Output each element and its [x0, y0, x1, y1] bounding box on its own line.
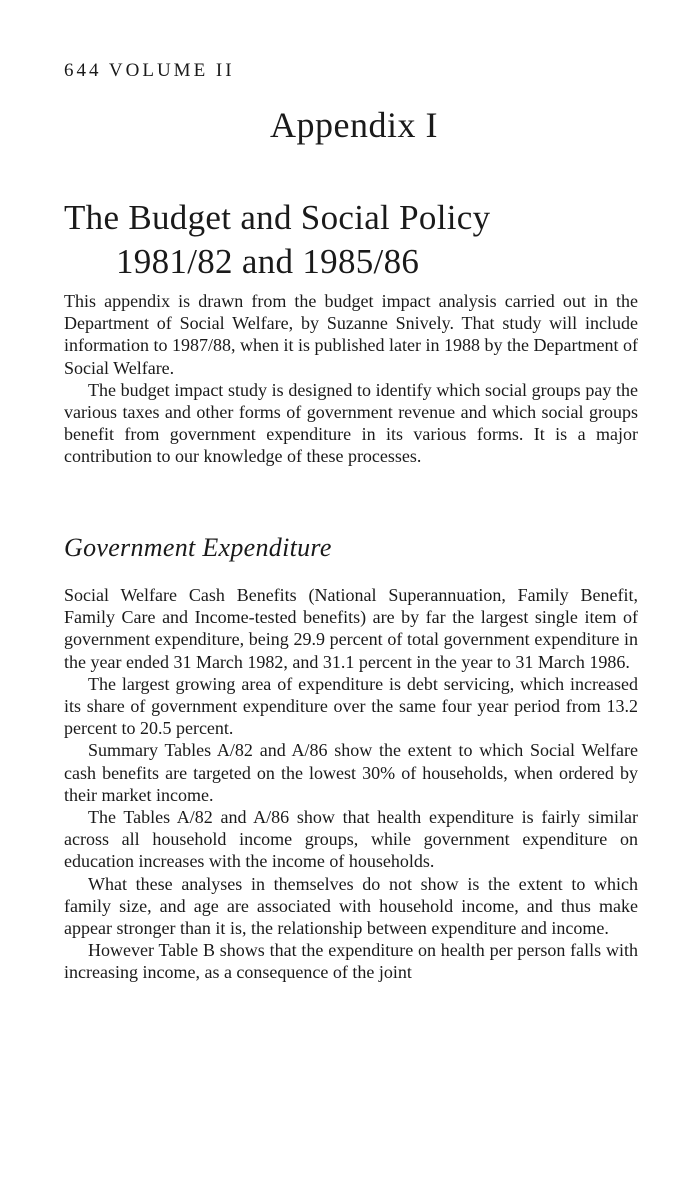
paragraph: The budget impact study is designed to identify which social groups pay the various taxes and other forms of government revenue and which social groups benefit from government expenditure in its various forms. It is a major contribution to our knowledge of these processes.	[64, 379, 638, 467]
paragraph: This appendix is drawn from the budget impact analysis carried out in the Department of Social Welfare, by Suzanne Snively. That study will include information to 1987/88, when it is published later in 1988 by the Department of Social Welfare.	[64, 291, 638, 378]
paragraph: However Table B shows that the expenditure on health per person falls with increasing income, as a consequence of the joint	[64, 940, 638, 983]
intro-text	[64, 290, 638, 468]
chapter-title-line2: 1981/82 and 1985/86	[116, 242, 420, 281]
section-heading: Government Expenditure	[64, 533, 332, 562]
paragraph: The largest growing area of expenditure is debt servicing, which increased its share of government expenditure over the same four year period from 13.2 percent to 20.5 percent.	[64, 673, 638, 739]
chapter-title-line1: The Budget and Social Policy	[64, 198, 491, 237]
paragraph: Social Welfare Cash Benefits (National Superannuation, Family Benefit, Family Care and Income-tested benefits) are by far the largest single item of government expenditure, being 29.9 percent of total government expenditure in the year ended 31 March 1982, and 31.1 percent in the year to 31 March 1986.	[64, 585, 638, 672]
paragraph: The Tables A/82 and A/86 show that health expenditure is fairly similar across all household income groups, while government expenditure on education increases with the income of households.	[64, 807, 638, 872]
running-head: 644 VOLUME II	[64, 60, 235, 81]
section-text	[64, 584, 638, 984]
appendix-title: Appendix I	[270, 105, 438, 145]
chapter-title	[64, 196, 490, 284]
paragraph: Summary Tables A/82 and A/86 show the extent to which Social Welfare cash benefits are targeted on the lowest 30% of households, when ordered by their market income.	[64, 740, 638, 805]
paragraph: What these analyses in themselves do not show is the extent to which family size, and age are associated with household income, and thus make appear stronger than it is, the relationship between expenditure and income.	[64, 873, 638, 939]
